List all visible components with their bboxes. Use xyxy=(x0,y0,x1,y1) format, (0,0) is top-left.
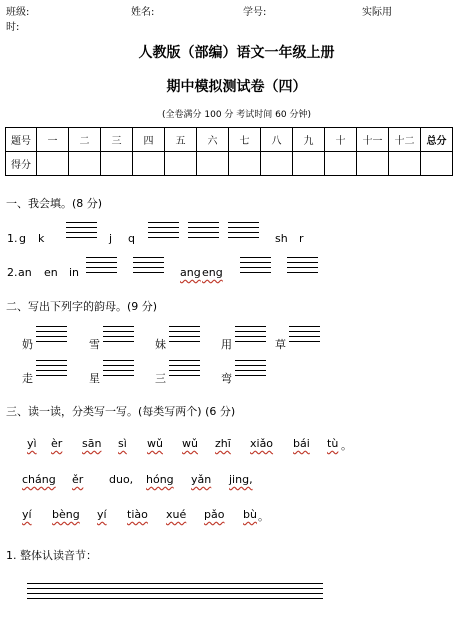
exam-note: (全卷满分 100 分 考试时间 60 分钟) xyxy=(162,110,311,120)
score-cell[interactable] xyxy=(421,152,453,176)
table-cell: 总分 xyxy=(421,128,453,152)
pinyin-letter: an xyxy=(18,266,32,279)
writing-lines[interactable] xyxy=(289,326,320,346)
score-cell[interactable] xyxy=(101,152,133,176)
writing-lines[interactable] xyxy=(103,360,134,380)
writing-lines[interactable] xyxy=(169,360,200,380)
pinyin-letter: g xyxy=(19,232,26,245)
pinyin-syllable: pǎo xyxy=(204,508,225,521)
section3-heading: 三、读一读，分类写一写。(每类写两个) (6 分) xyxy=(6,405,236,418)
pinyin-syllable: xiǎo xyxy=(250,437,274,450)
table-cell: 十 xyxy=(325,128,357,152)
pinyin-syllable: yí xyxy=(97,508,107,521)
pinyin-letter: q xyxy=(128,232,135,245)
pinyin-letter: in xyxy=(69,266,80,279)
section2-heading: 二、写出下列字的韵母。(9 分) xyxy=(6,300,158,313)
writing-lines[interactable] xyxy=(235,360,266,380)
score-cell[interactable] xyxy=(37,152,69,176)
pinyin-syllable: bái xyxy=(293,437,310,450)
pinyin-syllable: tù xyxy=(327,437,339,450)
answer-writing-lines[interactable] xyxy=(27,583,323,603)
actual-time-label: 实际用 xyxy=(362,7,392,18)
pinyin-letter: eng xyxy=(202,266,223,279)
table-cell: 九 xyxy=(293,128,325,152)
table-cell: 四 xyxy=(133,128,165,152)
writing-lines[interactable] xyxy=(103,326,134,346)
table-cell: 七 xyxy=(229,128,261,152)
character: 弯 xyxy=(221,372,232,385)
pinyin-syllable: xué xyxy=(166,508,187,521)
pinyin-syllable: tiào xyxy=(127,508,148,521)
writing-lines[interactable] xyxy=(36,360,67,380)
pinyin-syllable: yì xyxy=(27,437,37,450)
pinyin-syllable: duo, xyxy=(109,473,134,486)
writing-lines[interactable] xyxy=(133,257,164,277)
page-title: 人教版（部编）语文一年级上册 xyxy=(138,45,335,61)
writing-lines[interactable] xyxy=(86,257,117,277)
line1-number: 1. xyxy=(7,232,18,245)
pinyin-letter: ang xyxy=(180,266,201,279)
table-cell: 题号 xyxy=(6,128,37,152)
pinyin-syllable: wǔ xyxy=(182,437,198,450)
table-cell: 五 xyxy=(165,128,197,152)
pinyin-syllable: jing, xyxy=(229,473,253,486)
score-table xyxy=(5,127,453,176)
writing-lines[interactable] xyxy=(169,326,200,346)
actual-time-label-cont: 时: xyxy=(6,22,20,33)
writing-lines[interactable] xyxy=(235,326,266,346)
pinyin-letter: sh xyxy=(275,232,288,245)
character: 三 xyxy=(155,372,166,385)
score-cell[interactable] xyxy=(261,152,293,176)
score-cell[interactable] xyxy=(229,152,261,176)
score-cell[interactable] xyxy=(293,152,325,176)
table-cell: 一 xyxy=(37,128,69,152)
character: 雪 xyxy=(89,338,100,351)
score-cell[interactable] xyxy=(133,152,165,176)
character: 妹 xyxy=(155,338,166,351)
score-cell[interactable] xyxy=(69,152,101,176)
pinyin-letter: en xyxy=(44,266,58,279)
table-cell: 二 xyxy=(69,128,101,152)
score-cell[interactable] xyxy=(197,152,229,176)
score-table-header-row xyxy=(6,128,453,152)
score-cell[interactable] xyxy=(165,152,197,176)
writing-lines[interactable] xyxy=(188,222,219,242)
section1-heading: 一、我会填。(8 分) xyxy=(6,197,103,210)
line2-number: 2. xyxy=(7,266,18,279)
table-cell: 六 xyxy=(197,128,229,152)
page-subtitle: 期中模拟测试卷（四） xyxy=(166,79,307,95)
item1-label: 1. 整体认读音节： xyxy=(6,549,97,562)
writing-lines[interactable] xyxy=(287,257,318,277)
pinyin-letter: j xyxy=(109,232,113,245)
writing-lines[interactable] xyxy=(228,222,259,242)
pinyin-letter: k xyxy=(38,232,45,245)
table-cell: 八 xyxy=(261,128,293,152)
student-id-label: 学号: xyxy=(243,7,267,18)
pinyin-syllable: yǎn xyxy=(191,473,212,486)
sentence-end-mark: 。 xyxy=(258,510,269,523)
pinyin-syllable: yí xyxy=(22,508,32,521)
score-cell[interactable] xyxy=(357,152,389,176)
score-table-score-row xyxy=(6,152,453,176)
pinyin-syllable: hóng xyxy=(146,473,174,486)
pinyin-syllable: èr xyxy=(51,437,63,450)
writing-lines[interactable] xyxy=(148,222,179,242)
writing-lines[interactable] xyxy=(66,222,97,242)
pinyin-syllable: sì xyxy=(118,437,127,450)
pinyin-syllable: wǔ xyxy=(147,437,163,450)
score-cell[interactable] xyxy=(389,152,421,176)
table-cell: 十二 xyxy=(389,128,421,152)
pinyin-syllable: cháng xyxy=(22,473,56,486)
sentence-end-mark: 。 xyxy=(341,439,352,452)
pinyin-syllable: ěr xyxy=(72,473,84,486)
pinyin-syllable: sān xyxy=(82,437,102,450)
table-cell: 三 xyxy=(101,128,133,152)
writing-lines[interactable] xyxy=(36,326,67,346)
pinyin-syllable: zhī xyxy=(215,437,231,450)
writing-lines[interactable] xyxy=(240,257,271,277)
score-cell[interactable] xyxy=(325,152,357,176)
character: 奶 xyxy=(22,338,33,351)
character: 走 xyxy=(22,372,33,385)
class-label: 班级: xyxy=(6,7,30,18)
table-cell: 得分 xyxy=(6,152,37,176)
table-cell: 十一 xyxy=(357,128,389,152)
pinyin-syllable: bù xyxy=(243,508,257,521)
name-label: 姓名: xyxy=(131,7,155,18)
character: 星 xyxy=(89,372,100,385)
character: 草 xyxy=(275,338,286,351)
pinyin-syllable: bèng xyxy=(52,508,80,521)
character: 用 xyxy=(221,338,232,351)
pinyin-letter: r xyxy=(299,232,304,245)
